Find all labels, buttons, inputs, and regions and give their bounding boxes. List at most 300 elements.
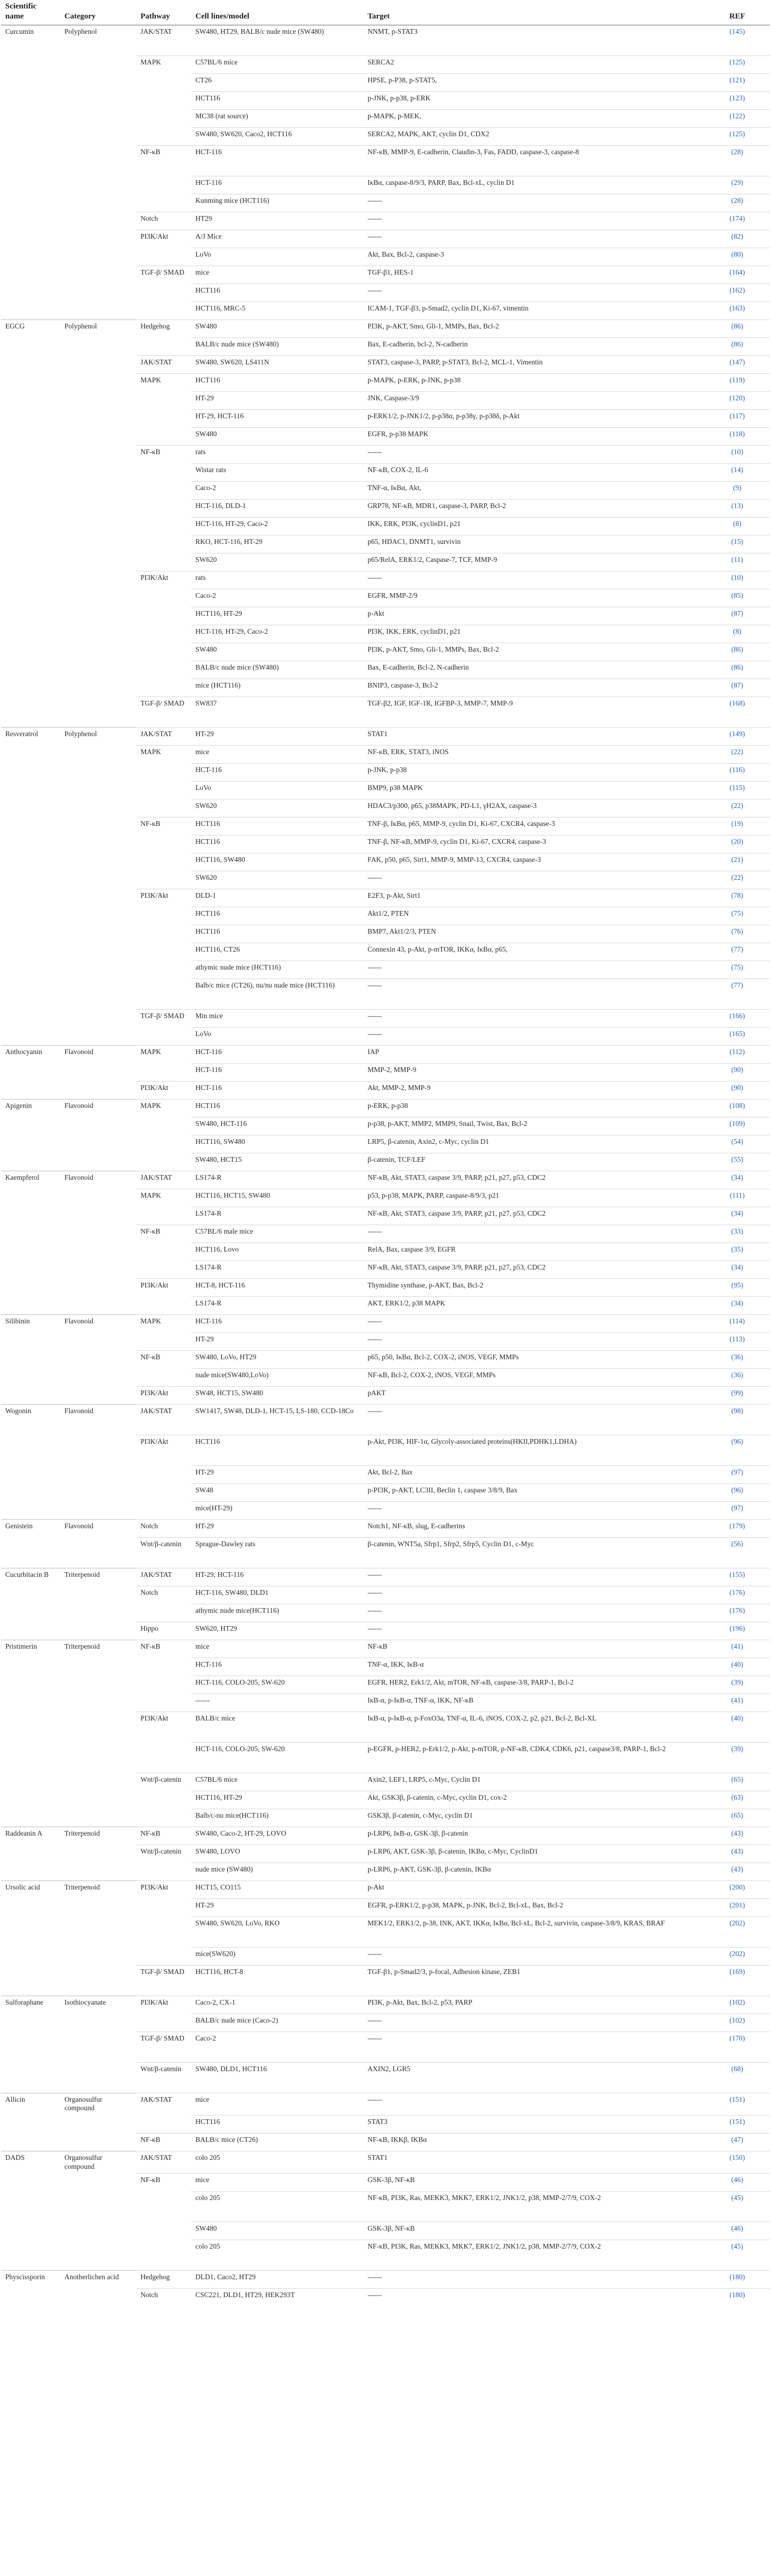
pathway-cell: Notch <box>136 1519 191 1537</box>
reference-link[interactable]: (99) <box>704 1386 770 1404</box>
scientific-name-cell <box>1 1773 60 1791</box>
reference-link[interactable]: (86) <box>704 643 770 661</box>
reference-link[interactable]: (33) <box>704 1225 770 1243</box>
reference-link[interactable]: (55) <box>704 1153 770 1171</box>
pathway-cell: Notch <box>136 212 191 230</box>
reference-link[interactable]: (65) <box>704 1809 770 1827</box>
reference-link[interactable]: (19) <box>704 817 770 835</box>
target-cell: ------ <box>363 2093 704 2115</box>
cell-lines-cell: SW620, HT29 <box>191 1622 363 1640</box>
table-row <box>1 925 770 943</box>
table-row <box>1 319 770 337</box>
pathway-cell: PI3K/Akt <box>136 1881 191 1898</box>
pathway-cell: MAPK <box>136 1045 191 1063</box>
cell-lines-cell: SW480, Caco-2, HT-29, LOVO <box>191 1827 363 1845</box>
reference-link[interactable]: (201) <box>704 1898 770 1916</box>
reference-link[interactable]: (39) <box>704 1676 770 1694</box>
reference-link[interactable]: (78) <box>704 889 770 907</box>
pathway-cell <box>136 1501 191 1519</box>
table-row <box>1 1881 770 1898</box>
category-cell: Organosulfur compound <box>60 2093 136 2115</box>
cell-lines-cell: HCT116, HCT-8 <box>191 1965 363 1996</box>
table-row <box>1 1501 770 1519</box>
target-cell: ------ <box>363 979 704 1009</box>
reference-link[interactable]: (15) <box>704 535 770 553</box>
cell-lines-cell: SW480 <box>191 643 363 661</box>
pathway-cell: TGF-β/ SMAD <box>136 266 191 284</box>
pathway-cell: PI3K/Akt <box>136 1712 191 1742</box>
reference-link[interactable]: (41) <box>704 1694 770 1712</box>
target-cell: ------ <box>363 445 704 463</box>
reference-link[interactable]: (123) <box>704 91 770 109</box>
scientific-name-cell <box>1 2062 60 2093</box>
table-row <box>1 2240 770 2271</box>
reference-link[interactable]: (36) <box>704 1368 770 1386</box>
target-cell: p-MAPK, p-MEK, <box>363 109 704 127</box>
table-row <box>1 145 770 176</box>
scientific-name-cell <box>1 1965 60 1996</box>
target-cell: PI3K, p-Akt, Bax, Bcl-2, p53, PARP <box>363 1996 704 2014</box>
reference-link[interactable]: (96) <box>704 1483 770 1501</box>
target-cell: NF-κB, Bcl-2, COX-2, iNOS, VEGF, MMPs <box>363 1368 704 1386</box>
table-row <box>1 2032 770 2062</box>
target-cell: pAKT <box>363 1386 704 1404</box>
table-row <box>1 799 770 817</box>
target-cell: p-ERK1/2, p-JNK1/2, p-p38α, p-p38γ, p-p38δ, p-Akt <box>363 409 704 427</box>
target-cell: NF-κB, Akt, STAT3, caspase 3/9, PARP, p21, p27, p53, CDC2 <box>363 1261 704 1278</box>
cell-lines-cell: SW480, SW620, LS411N <box>191 355 363 373</box>
reference-link[interactable]: (34) <box>704 1207 770 1225</box>
cell-lines-cell: HCT116, MRC-5 <box>191 302 363 319</box>
reference-link[interactable]: (151) <box>704 2093 770 2115</box>
table-row <box>1 1171 770 1189</box>
reference-link[interactable]: (13) <box>704 499 770 517</box>
reference-link[interactable]: (96) <box>704 1435 770 1465</box>
target-cell: GSK-3β, NF-κB <box>363 2222 704 2240</box>
table-row <box>1 889 770 907</box>
category-cell <box>60 409 136 427</box>
table-row <box>1 109 770 127</box>
pathway-cell <box>136 799 191 817</box>
pathway-cell <box>136 1063 191 1081</box>
category-cell <box>60 799 136 817</box>
reference-link[interactable]: (43) <box>704 1827 770 1845</box>
reference-link[interactable]: (87) <box>704 679 770 697</box>
cell-lines-cell: HCT-8, HCT-116 <box>191 1278 363 1296</box>
reference-link[interactable]: (176) <box>704 1586 770 1604</box>
reference-link[interactable]: (115) <box>704 781 770 799</box>
pathway-cell <box>136 481 191 499</box>
cell-lines-cell: Sprague-Dawley rats <box>191 1537 363 1568</box>
reference-link[interactable]: (8) <box>704 517 770 535</box>
cell-lines-cell: mice(SW620) <box>191 1947 363 1965</box>
target-cell: NF-κB, PI3K, Ras, MEKK3, MKK7, ERK1/2, JNK1/2, p38, MMP-2/7/9, COX-2 <box>363 2240 704 2271</box>
target-cell: p-LRP6, p-AKT, GSK-3β, β-catenin, IKBα <box>363 1863 704 1881</box>
table-row <box>1 1676 770 1694</box>
scientific-name-cell <box>1 337 60 355</box>
reference-link[interactable]: (34) <box>704 1261 770 1278</box>
cell-lines-cell: HT-29 <box>191 1898 363 1916</box>
reference-link[interactable]: (82) <box>704 230 770 248</box>
scientific-name-cell <box>1 1278 60 1296</box>
reference-link[interactable]: (112) <box>704 1045 770 1063</box>
table-row <box>1 1296 770 1314</box>
category-cell: Flavonoid <box>60 1099 136 1117</box>
table-row <box>1 1350 770 1368</box>
target-cell: TGF-β1, HES-1 <box>363 266 704 284</box>
reference-link[interactable]: (176) <box>704 1604 770 1622</box>
table-row <box>1 1189 770 1207</box>
reference-link[interactable]: (114) <box>704 1314 770 1332</box>
cell-lines-cell: HCT116, CT26 <box>191 943 363 961</box>
reference-link[interactable]: (179) <box>704 1519 770 1537</box>
reference-link[interactable]: (86) <box>704 337 770 355</box>
scientific-name-cell <box>1 589 60 607</box>
reference-link[interactable]: (202) <box>704 1916 770 1947</box>
scientific-name-cell: Raddeanin A <box>1 1827 60 1845</box>
cell-lines-cell: BALB/c nude mice (SW480) <box>191 661 363 679</box>
category-cell <box>60 1350 136 1368</box>
pathway-cell: MAPK <box>136 1189 191 1207</box>
reference-link[interactable]: (10) <box>704 571 770 589</box>
reference-link[interactable]: (85) <box>704 589 770 607</box>
scientific-name-cell <box>1 1604 60 1622</box>
reference-link[interactable]: (180) <box>704 2289 770 2307</box>
compound-table <box>1 0 770 2307</box>
target-cell: p-Akt <box>363 607 704 625</box>
scientific-name-cell <box>1 799 60 817</box>
scientific-name-cell <box>1 355 60 373</box>
reference-link[interactable]: (97) <box>704 1501 770 1519</box>
reference-link[interactable]: (147) <box>704 355 770 373</box>
reference-link[interactable]: (75) <box>704 907 770 925</box>
table-row <box>1 1965 770 1996</box>
table-row <box>1 2093 770 2115</box>
cell-lines-cell: rats <box>191 445 363 463</box>
scientific-name-cell <box>1 661 60 679</box>
pathway-cell <box>136 2222 191 2240</box>
category-cell <box>60 571 136 589</box>
scientific-name-cell <box>1 979 60 1009</box>
category-cell <box>60 212 136 230</box>
category-cell <box>60 871 136 889</box>
target-cell: Akt, Bcl-2, Bax <box>363 1465 704 1483</box>
table-row <box>1 409 770 427</box>
target-cell: NF-κB, PI3K, Ras, MEKK3, MKK7, ERK1/2, JNK1/2, p38, MMP-2/7/9, COX-2 <box>363 2192 704 2222</box>
scientific-name-cell <box>1 463 60 481</box>
scientific-name-cell <box>1 1465 60 1483</box>
reference-link[interactable]: (166) <box>704 1009 770 1027</box>
reference-link[interactable]: (162) <box>704 284 770 302</box>
reference-link[interactable]: (196) <box>704 1622 770 1640</box>
category-cell <box>60 337 136 355</box>
category-cell <box>60 1916 136 1947</box>
reference-link[interactable]: (21) <box>704 853 770 871</box>
table-row <box>1 1045 770 1063</box>
category-cell <box>60 835 136 853</box>
reference-link[interactable]: (75) <box>704 961 770 979</box>
cell-lines-cell: HT29 <box>191 212 363 230</box>
table-row <box>1 337 770 355</box>
category-cell <box>60 302 136 319</box>
category-cell: Polyphenol <box>64 27 97 35</box>
reference-link[interactable]: (9) <box>704 481 770 499</box>
reference-link[interactable]: (45) <box>704 2192 770 2222</box>
table-row <box>1 2133 770 2151</box>
category-cell <box>60 2062 136 2093</box>
target-cell: IκB-α, p-IκB-α, p-FoxO3a, TNF-α, IL-6, iNOS, COX-2, p2, p21, Bcl-2, Bcl-XL <box>363 1712 704 1742</box>
target-cell: SERCA2, MAPK, AKT, cyclin D1, CDX2 <box>363 127 704 145</box>
pathway-cell <box>136 1791 191 1809</box>
table-row <box>1 1027 770 1045</box>
reference-link[interactable]: (56) <box>704 1537 770 1568</box>
reference-link[interactable]: (163) <box>704 302 770 319</box>
target-cell: ------ <box>363 1604 704 1622</box>
scientific-name-cell <box>1 1261 60 1278</box>
cell-lines-cell: LS174-R <box>191 1207 363 1225</box>
category-cell <box>60 745 136 763</box>
reference-link[interactable]: (87) <box>704 607 770 625</box>
category-cell <box>60 445 136 463</box>
scientific-name-cell <box>1 1809 60 1827</box>
category-cell: Triterpenoid <box>60 1640 136 1658</box>
reference-link[interactable]: (28) <box>704 145 770 176</box>
reference-link[interactable]: (90) <box>704 1063 770 1081</box>
cell-lines-cell: HCT116, SW480 <box>191 1135 363 1153</box>
category-cell: Flavonoid <box>60 1171 136 1189</box>
category-cell <box>60 1483 136 1501</box>
reference-link[interactable]: (120) <box>704 391 770 409</box>
table-row <box>1 727 770 745</box>
reference-link[interactable]: (86) <box>704 319 770 337</box>
category-cell <box>60 73 136 91</box>
table-row <box>1 1368 770 1386</box>
target-cell: ------ <box>363 284 704 302</box>
reference-link[interactable]: (40) <box>704 1712 770 1742</box>
reference-link[interactable]: (35) <box>704 1243 770 1261</box>
reference-link[interactable]: (43) <box>704 1863 770 1881</box>
table-row <box>1 1435 770 1465</box>
reference-link[interactable]: (63) <box>704 1791 770 1809</box>
reference-link[interactable]: (43) <box>704 1845 770 1863</box>
reference-link[interactable]: (119) <box>704 373 770 391</box>
reference-link[interactable]: (34) <box>704 1296 770 1314</box>
reference-link[interactable]: (80) <box>704 248 770 266</box>
cell-lines-cell: Kunming mice (HCT116) <box>191 194 363 212</box>
scientific-name-cell <box>1 1742 60 1773</box>
pathway-cell <box>136 1117 191 1135</box>
reference-link[interactable]: (125) <box>704 127 770 145</box>
reference-link[interactable]: (169) <box>704 1965 770 1996</box>
cell-lines-cell: HCT116 <box>191 373 363 391</box>
category-cell <box>60 589 136 607</box>
cell-lines-cell: HT-29 <box>191 1465 363 1483</box>
cell-lines-cell: SW480, LoVo, HT29 <box>191 1350 363 1368</box>
cell-lines-cell: SW837 <box>191 697 363 727</box>
category-cell <box>60 176 136 194</box>
scientific-name-cell <box>1 1296 60 1314</box>
reference-link[interactable]: (22) <box>704 871 770 889</box>
reference-link[interactable]: (28) <box>704 194 770 212</box>
target-cell: p-PI3K, p-AKT, LC3II, Beclin 1, caspase 3/8/9, Bax <box>363 1483 704 1501</box>
reference-link[interactable]: (168) <box>704 697 770 727</box>
header-target: Target <box>363 0 704 25</box>
target-cell: JNK, Caspase-3/9 <box>363 391 704 409</box>
reference-link[interactable]: (54) <box>704 1135 770 1153</box>
reference-link[interactable]: (116) <box>704 763 770 781</box>
table-row <box>1 745 770 763</box>
reference-link[interactable]: (111) <box>704 1189 770 1207</box>
reference-link[interactable]: (118) <box>704 427 770 445</box>
reference-link[interactable]: (34) <box>704 1171 770 1189</box>
reference-link[interactable]: (11) <box>704 553 770 571</box>
cell-lines-cell: mice <box>191 745 363 763</box>
reference-link[interactable]: (77) <box>704 943 770 961</box>
table-row <box>1 1386 770 1404</box>
category-cell <box>60 1207 136 1225</box>
reference-link[interactable]: (122) <box>704 109 770 127</box>
category-cell <box>60 1135 136 1153</box>
pathway-cell: NF-κB <box>136 2133 191 2151</box>
table-row <box>1 1314 770 1332</box>
reference-link[interactable]: (102) <box>704 2014 770 2032</box>
pathway-cell: Wnt/β-catenin <box>136 1845 191 1863</box>
reference-link[interactable]: (95) <box>704 1278 770 1296</box>
reference-link[interactable]: (10) <box>704 445 770 463</box>
reference-link[interactable]: (170) <box>704 2032 770 2062</box>
reference-link[interactable]: (20) <box>704 835 770 853</box>
reference-link[interactable]: (117) <box>704 409 770 427</box>
reference-link[interactable]: (98) <box>704 1404 770 1435</box>
reference-link[interactable]: (151) <box>704 2115 770 2133</box>
reference-link[interactable]: (121) <box>704 73 770 91</box>
table-row <box>1 1465 770 1483</box>
cell-lines-cell: Caco-2, CX-1 <box>191 1996 363 2014</box>
reference-link[interactable]: (113) <box>704 1332 770 1350</box>
reference-link[interactable]: (108) <box>704 1099 770 1117</box>
category-cell <box>60 1791 136 1809</box>
reference-link[interactable]: (8) <box>704 625 770 643</box>
reference-link[interactable]: (45) <box>704 2240 770 2271</box>
category-cell <box>60 2192 136 2222</box>
category-cell <box>60 643 136 661</box>
reference-link[interactable]: (77) <box>704 979 770 1009</box>
header-scientific-name: Scientific name <box>1 0 60 25</box>
category-cell <box>60 553 136 571</box>
reference-link[interactable]: (150) <box>704 2151 770 2173</box>
scientific-name-cell <box>1 373 60 391</box>
table-row <box>1 25 770 55</box>
category-cell <box>60 1435 136 1465</box>
scientific-name-cell <box>1 248 60 266</box>
reference-link[interactable]: (97) <box>704 1465 770 1483</box>
cell-lines-cell: HCT-116, SW480, DLD1 <box>191 1586 363 1604</box>
reference-link[interactable]: (65) <box>704 1773 770 1791</box>
reference-link[interactable]: (76) <box>704 925 770 943</box>
target-cell: HPSE, p-P38, p-STAT5, <box>363 73 704 91</box>
target-cell: FAK, p50, p65, Sirt1, MMP-9, MMP-13, CXCR4, caspase-3 <box>363 853 704 871</box>
reference-link[interactable]: (200) <box>704 1881 770 1898</box>
reference-link[interactable]: (125) <box>704 55 770 73</box>
scientific-name-cell <box>1 1916 60 1947</box>
table-row <box>1 517 770 535</box>
target-cell: IκBα, caspase-8/9/3, PARP, Bax, Bcl-xL, cyclin D1 <box>363 176 704 194</box>
reference-link[interactable]: (22) <box>704 745 770 763</box>
reference-link[interactable]: (202) <box>704 1947 770 1965</box>
category-cell: Flavonoid <box>60 1404 136 1435</box>
category-cell <box>60 2032 136 2062</box>
cell-lines-cell: mice <box>191 266 363 284</box>
cell-lines-cell: HT-29 <box>191 1519 363 1537</box>
category-cell <box>60 1465 136 1483</box>
pathway-cell <box>136 463 191 481</box>
pathway-cell <box>136 535 191 553</box>
pathway-cell: Wnt/β-catenin <box>136 1773 191 1791</box>
scientific-name-cell <box>1 1350 60 1368</box>
scientific-name-cell <box>1 943 60 961</box>
table-row <box>1 1081 770 1099</box>
category-cell <box>60 1261 136 1278</box>
table-row <box>1 391 770 409</box>
table-row <box>1 763 770 781</box>
header-row <box>1 0 770 25</box>
reference-link[interactable]: (102) <box>704 1996 770 2014</box>
scientific-name-cell <box>1 1027 60 1045</box>
scientific-name-cell <box>1 1189 60 1207</box>
scientific-name-cell <box>1 2240 60 2271</box>
reference-link[interactable]: (47) <box>704 2133 770 2151</box>
reference-link[interactable]: (46) <box>704 2174 770 2192</box>
reference-link[interactable]: (41) <box>704 1640 770 1658</box>
reference-link[interactable]: (145) <box>729 27 745 35</box>
cell-lines-cell: HCT-116 <box>191 1063 363 1081</box>
scientific-name-cell <box>1 176 60 194</box>
reference-link[interactable]: (149) <box>704 727 770 745</box>
reference-link[interactable]: (86) <box>704 661 770 679</box>
reference-link[interactable]: (180) <box>704 2271 770 2289</box>
reference-link[interactable]: (164) <box>704 266 770 284</box>
reference-link[interactable]: (39) <box>704 1742 770 1773</box>
pathway-cell: NF-κB <box>136 145 191 176</box>
category-cell <box>60 127 136 145</box>
reference-link[interactable]: (174) <box>704 212 770 230</box>
reference-link[interactable]: (36) <box>704 1350 770 1368</box>
target-cell: STAT1 <box>363 727 704 745</box>
pathway-cell <box>136 1296 191 1314</box>
table-row <box>1 1537 770 1568</box>
reference-link[interactable]: (14) <box>704 463 770 481</box>
reference-link[interactable]: (46) <box>704 2222 770 2240</box>
target-cell: ICAM-1, TGF-β3, p-Smad2, cyclin D1, Ki-67, vimentin <box>363 302 704 319</box>
scientific-name-cell <box>1 427 60 445</box>
cell-lines-cell: A/J Mice <box>191 230 363 248</box>
cell-lines-cell: HCT-116 <box>191 1045 363 1063</box>
scientific-name-cell: DADS <box>1 2151 60 2173</box>
table-row <box>1 284 770 302</box>
reference-link[interactable]: (90) <box>704 1081 770 1099</box>
reference-link[interactable]: (40) <box>704 1658 770 1676</box>
reference-link[interactable]: (155) <box>704 1568 770 1586</box>
reference-link[interactable]: (165) <box>704 1027 770 1045</box>
scientific-name-cell <box>1 127 60 145</box>
table-row <box>1 499 770 517</box>
reference-link[interactable]: (22) <box>704 799 770 817</box>
reference-link[interactable]: (29) <box>704 176 770 194</box>
header-category: Category <box>60 0 136 25</box>
pathway-cell: PI3K/Akt <box>136 230 191 248</box>
reference-link[interactable]: (109) <box>704 1117 770 1135</box>
reference-link[interactable]: (68) <box>704 2062 770 2093</box>
